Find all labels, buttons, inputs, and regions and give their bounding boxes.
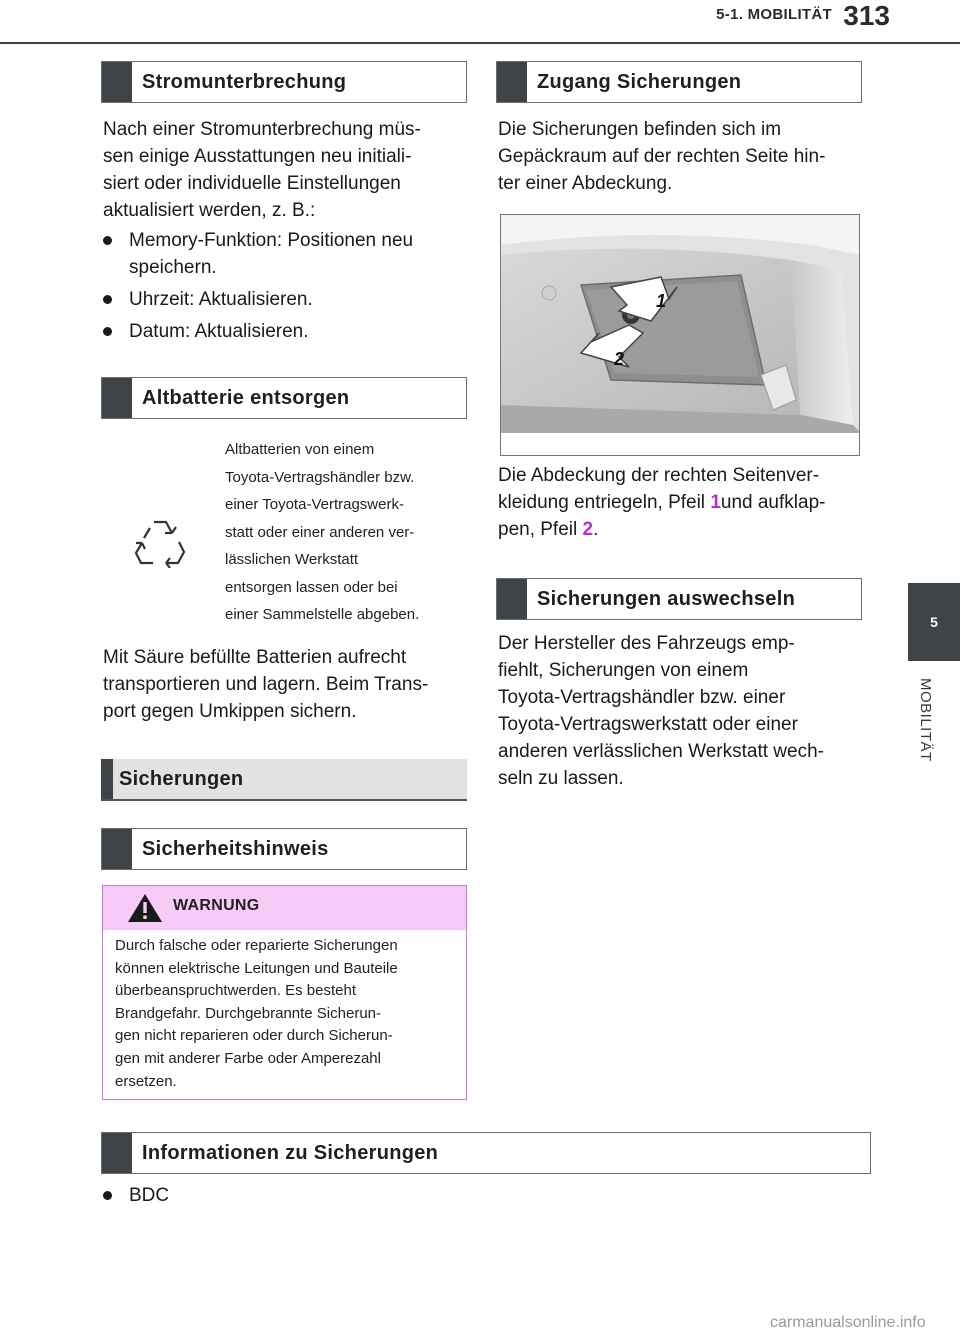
figure-label-1: 1 [656,291,667,311]
heading-text: Sicherungen [119,767,244,790]
text-line: lässlichen Werkstatt [225,551,359,568]
text-line: Die Sicherungen befinden sich im [498,119,782,140]
text-line: aktualisiert werden, z. B.: [103,200,316,221]
text-line: einer Sammelstelle abgeben. [225,606,420,623]
arrow-number-1: 1 [710,492,721,513]
heading-bar [102,62,132,102]
bullet-bdc [103,1182,403,1210]
bullet-dot [103,295,112,304]
heading-text: Altbatterie entsorgen [142,386,350,409]
text-line: speichern. [129,257,217,278]
bullet-memory [103,227,463,283]
heading-text: Sicherungen auswechseln [537,587,796,610]
warning-header [103,886,466,930]
heading-sicherheitshinweis [101,828,467,870]
warning-text [115,935,460,1093]
header-section-title: 5-1. MOBILITÄT [716,6,832,23]
text-line: siert oder individuelle Einstellungen [103,173,401,194]
text-line: Nach einer Stromunterbrechung müs- [103,119,421,140]
stromunterbrechung-paragraph [103,116,421,224]
text-line: anderen verlässlichen Werkstatt wech- [498,741,824,762]
text-line: fiehlt, Sicherungen von einem [498,660,749,681]
heading-text: Sicherheitshinweis [142,837,329,860]
warning-title: WARNUNG [173,897,260,914]
text-line: gen nicht reparieren oder durch Sicherun- [115,1027,393,1045]
text-line: Altbatterien von einem [225,441,375,458]
bullet-uhrzeit [103,286,463,314]
text-line: Brandgefahr. Durchgebrannte Sicherun- [115,1004,382,1022]
header-rule [0,42,960,44]
heading-bar [102,829,132,869]
text-line: entsorgen lassen oder bei [225,578,398,596]
text-line: seln zu lassen. [498,768,624,789]
chapter-tab [908,583,960,661]
caption-text: und aufklap- [720,492,826,513]
text-line: Durch falsche oder reparierte Sicherungen [115,937,398,954]
bullet-text: Uhrzeit: Aktualisieren. [129,289,313,310]
zugang-caption [498,462,825,543]
bullet-dot [103,327,112,336]
text-line: können elektrische Leitungen und Bauteile [115,959,398,977]
watermark: carmanualsonline.info [770,1314,926,1331]
recycle-note [225,436,419,629]
text-line: Gepäckraum auf der rechten Seite hin- [498,146,826,167]
text-line: ter einer Abdeckung. [498,173,673,194]
figure-label-2: 2 [614,349,625,369]
bullet-dot [103,236,112,245]
caption-text: . [593,519,599,540]
arrow-number-2: 2 [582,519,594,540]
heading-bar [497,579,527,619]
bullet-text: Datum: Aktualisieren. [129,321,309,342]
warning-box [102,885,467,1100]
heading-stromunterbrechung [101,61,467,103]
heading-text: Zugang Sicherungen [537,70,742,93]
text-line: port gegen Umkippen sichern. [103,701,357,722]
text-line: sen einige Ausstattungen neu initiali- [103,146,412,167]
zugang-paragraph [498,116,825,197]
text-line: überbeanspruchtwerden. Es besteht [115,982,356,1000]
heading-bar [497,62,527,102]
chapter-number: 5 [930,614,938,630]
heading-informationen [101,1132,871,1174]
auswechseln-paragraph [498,630,824,792]
text-line: transportieren und lagern. Beim Trans- [103,674,429,695]
recycle-icon [134,518,186,568]
heading-sicherungen [101,759,467,801]
caption-text: kleidung entriegeln, Pfeil [498,492,711,513]
text-line: Toyota-Vertragswerkstatt oder einer [498,714,798,735]
chapter-label: MOBILITÄT [917,678,934,762]
text-line [498,489,825,516]
heading-bar [101,759,113,799]
warning-triangle-icon [127,893,163,923]
bullet-dot [103,1191,112,1200]
text-line: Memory-Funktion: Positionen neu [129,230,414,251]
heading-zugang [496,61,862,103]
trunk-fuse-cover-figure [500,214,860,456]
caption-text: pen, Pfeil [498,519,583,540]
text-line: Toyota-Vertragshändler bzw. einer [498,687,786,708]
text-line: statt oder einer anderen ver- [225,523,415,541]
page-number: 313 [843,0,890,31]
text-line: Die Abdeckung der rechten Seitenver- [498,465,820,486]
trunk-illustration [501,215,860,456]
text-line: Mit Säure befüllte Batterien aufrecht [103,647,407,668]
heading-altbatterie [101,377,467,419]
text-line: gen mit anderer Farbe oder Amperezahl [115,1049,381,1067]
heading-bar [102,1133,132,1173]
bullet-datum [103,318,463,346]
heading-text: Stromunterbrechung [142,70,347,93]
text-line: einer Toyota-Vertragswerk- [225,496,404,513]
heading-auswechseln [496,578,862,620]
text-line: Toyota-Vertragshändler bzw. [225,468,415,486]
altbatterie-paragraph [103,644,428,725]
heading-bar [102,378,132,418]
text-line: ersetzen. [115,1072,177,1090]
bullet-text: BDC [129,1185,170,1206]
text-line: Der Hersteller des Fahrzeugs emp- [498,633,795,654]
heading-text: Informationen zu Sicherungen [142,1141,439,1164]
text-line [498,516,825,543]
